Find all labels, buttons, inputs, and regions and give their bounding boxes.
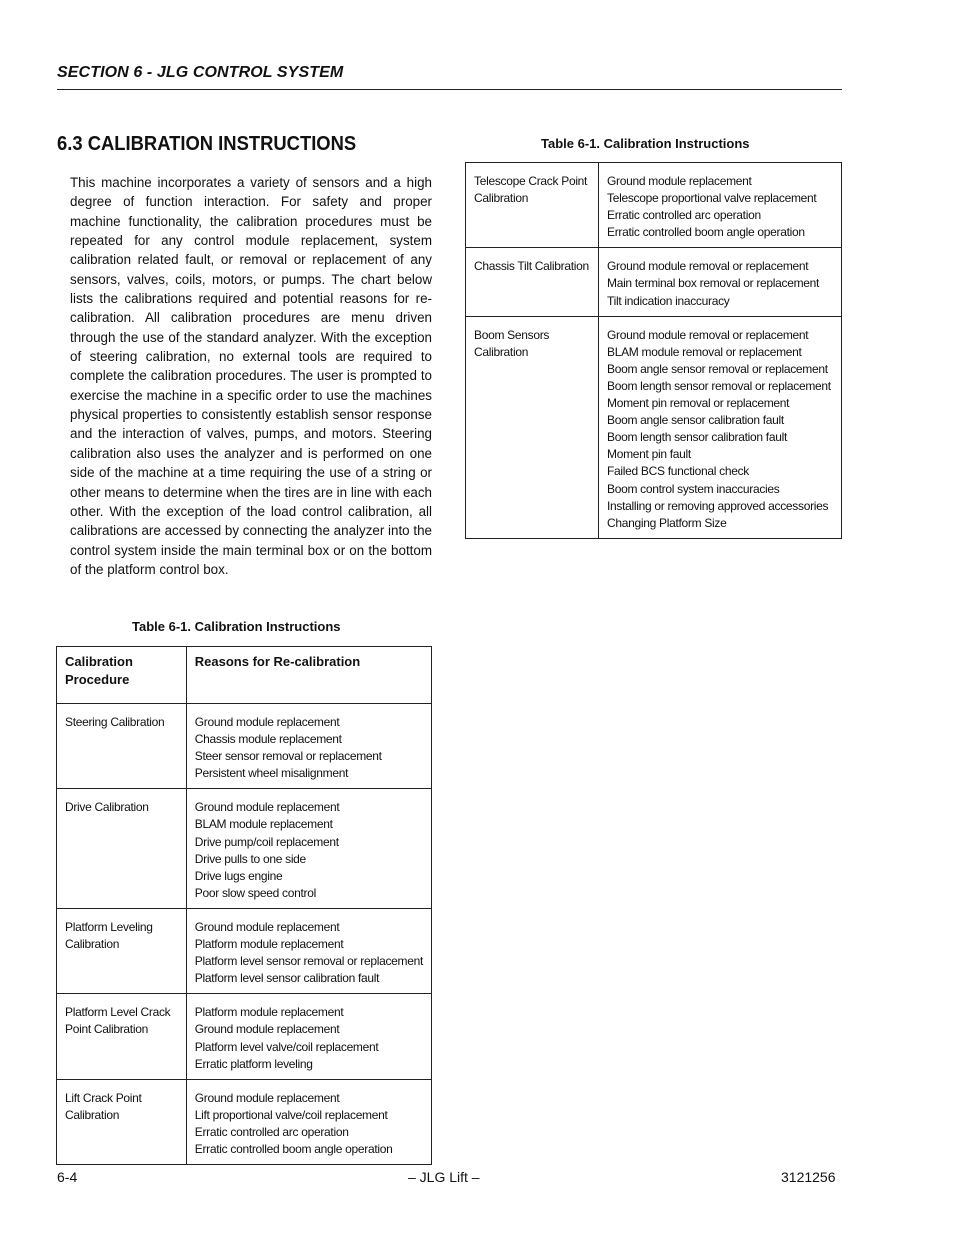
reasons-cell [186,1079,431,1164]
table-row [57,704,432,789]
reason-line: Moment pin removal or replacement [607,396,790,411]
calibration-procedure-cell: Telescope Crack Point Calibration [466,163,599,248]
reason-line: Boom length sensor removal or replacement [607,378,831,393]
reason-line: Ground module removal or replacement [607,259,809,274]
reason-line: Lift proportional valve/coil replacement [194,1107,388,1122]
calibration-procedure-cell: Steering Calibration [57,704,187,789]
reason-line: Erratic platform leveling [194,1056,313,1071]
reason-line: Poor slow speed control [194,885,316,900]
reason-line: Boom control system inaccuracies [607,481,780,496]
reasons-cell [186,994,431,1079]
reason-line: Installing or removing approved accessories [607,498,829,513]
calibration-procedure-cell: Platform Leveling Calibration [57,908,187,993]
page-number: 6-4 [57,1169,78,1185]
reason-line: Ground module replacement [194,800,340,815]
table-row [57,994,432,1079]
table-row [466,316,842,538]
header-calibration-procedure: Calibration Procedure [57,647,187,704]
right-table-caption: Table 6-1. Calibration Instructions [541,136,750,151]
reason-line: Boom angle sensor removal or replacement [607,361,828,376]
reasons-cell [186,789,431,909]
reason-line: Boom length sensor calibration fault [607,430,787,445]
reason-line: Ground module replacement [194,715,340,729]
table-header-row [57,647,432,704]
reason-line: BLAM module replacement [194,817,333,832]
footer-brand: – JLG Lift – [408,1169,480,1185]
reason-line: Drive pump/coil replacement [194,834,339,849]
reason-line: Tilt indication inaccuracy [607,293,730,308]
reason-line: Ground module replacement [194,1090,340,1105]
reason-line: Erratic controlled boom angle operation [194,1141,393,1156]
reason-line: Boom angle sensor calibration fault [607,413,784,428]
reasons-cell [599,316,842,538]
reason-line: Platform module replacement [194,1005,344,1020]
reason-line: Ground module replacement [607,174,752,188]
reason-line: Ground module removal or replacement [607,327,809,342]
section-heading: 6.3 CALIBRATION INSTRUCTIONS [57,133,357,155]
reason-line: BLAM module removal or replacement [607,344,802,359]
intro-paragraph: This machine incorporates a variety of sensors and a high degree of function interaction. For safety and proper machine functionality, the calibration procedures must be repeated for any control module replacement, system calibration related fault, or removal or replacement of any sensors, valves, coils, motors, or pumps. The chart below lists the calibrations required and potential reasons for re-calibration. All calibration procedures are menu driven through the use of the standard analyzer. With the exception of steering calibration, no external tools are required to complete the calibration procedures. The user is prompted to exercise the machine in a specific order to use the machines physical properties to consistently establish sensor response and the interaction of valves, pumps, and motors. Steering calibration also uses the analyzer and is performed on one side of the machine at a time requiring the use of a string or other means to determine when the tires are in line with each other. With the exception of the load control calibration, all calibrations are accessed by connecting the analyzer into the control system inside the main terminal box or on the bottom of the platform control box. [70,175,432,577]
reason-line: Platform module replacement [194,937,344,952]
reason-line: Chassis module replacement [194,732,342,747]
reason-line: Platform level sensor removal or replacement [194,954,423,969]
calibration-procedure-cell: Drive Calibration [57,789,187,909]
calibration-procedure-cell: Platform Level Crack Point Calibration [57,994,187,1079]
header-reasons: Reasons for Re-calibration [186,647,431,704]
reason-line: Platform level sensor calibration fault [194,971,380,986]
document-number: 3121256 [781,1169,836,1185]
reasons-cell [599,163,842,248]
reason-line: Steer sensor removal or replacement [194,749,382,764]
table-row [57,908,432,993]
section-header: SECTION 6 - JLG CONTROL SYSTEM [57,64,344,81]
table-row [466,248,842,316]
left-calibration-table [56,646,432,1165]
reason-line: Telescope proportional valve replacement [607,191,817,206]
reason-line: Erratic controlled boom angle operation [607,225,805,240]
reason-line: Moment pin fault [607,447,691,462]
reason-line: Ground module replacement [194,1022,340,1037]
reason-line: Drive lugs engine [194,868,283,883]
table-row [57,1079,432,1164]
left-table-caption: Table 6-1. Calibration Instructions [132,619,341,634]
reason-line: Ground module replacement [194,919,340,934]
table-row [57,789,432,909]
reason-line: Erratic controlled arc operation [607,208,761,223]
calibration-procedure-cell: Chassis Tilt Calibration [466,248,599,316]
reason-line: Main terminal box removal or replacement [607,276,820,291]
calibration-procedure-cell: Lift Crack Point Calibration [57,1079,187,1164]
reasons-cell [599,248,842,316]
table-row [466,163,842,248]
reason-line: Erratic controlled arc operation [194,1124,349,1139]
calibration-procedure-cell: Boom Sensors Calibration [466,316,599,538]
reasons-cell [186,908,431,993]
right-calibration-table [465,162,842,539]
reason-line: Changing Platform Size [607,515,727,530]
reasons-cell [186,704,431,789]
reason-line: Drive pulls to one side [194,851,306,866]
reason-line: Persistent wheel misalignment [194,766,349,781]
reason-line: Platform level valve/coil replacement [194,1039,379,1054]
header-divider [57,89,842,90]
reason-line: Failed BCS functional check [607,464,749,479]
